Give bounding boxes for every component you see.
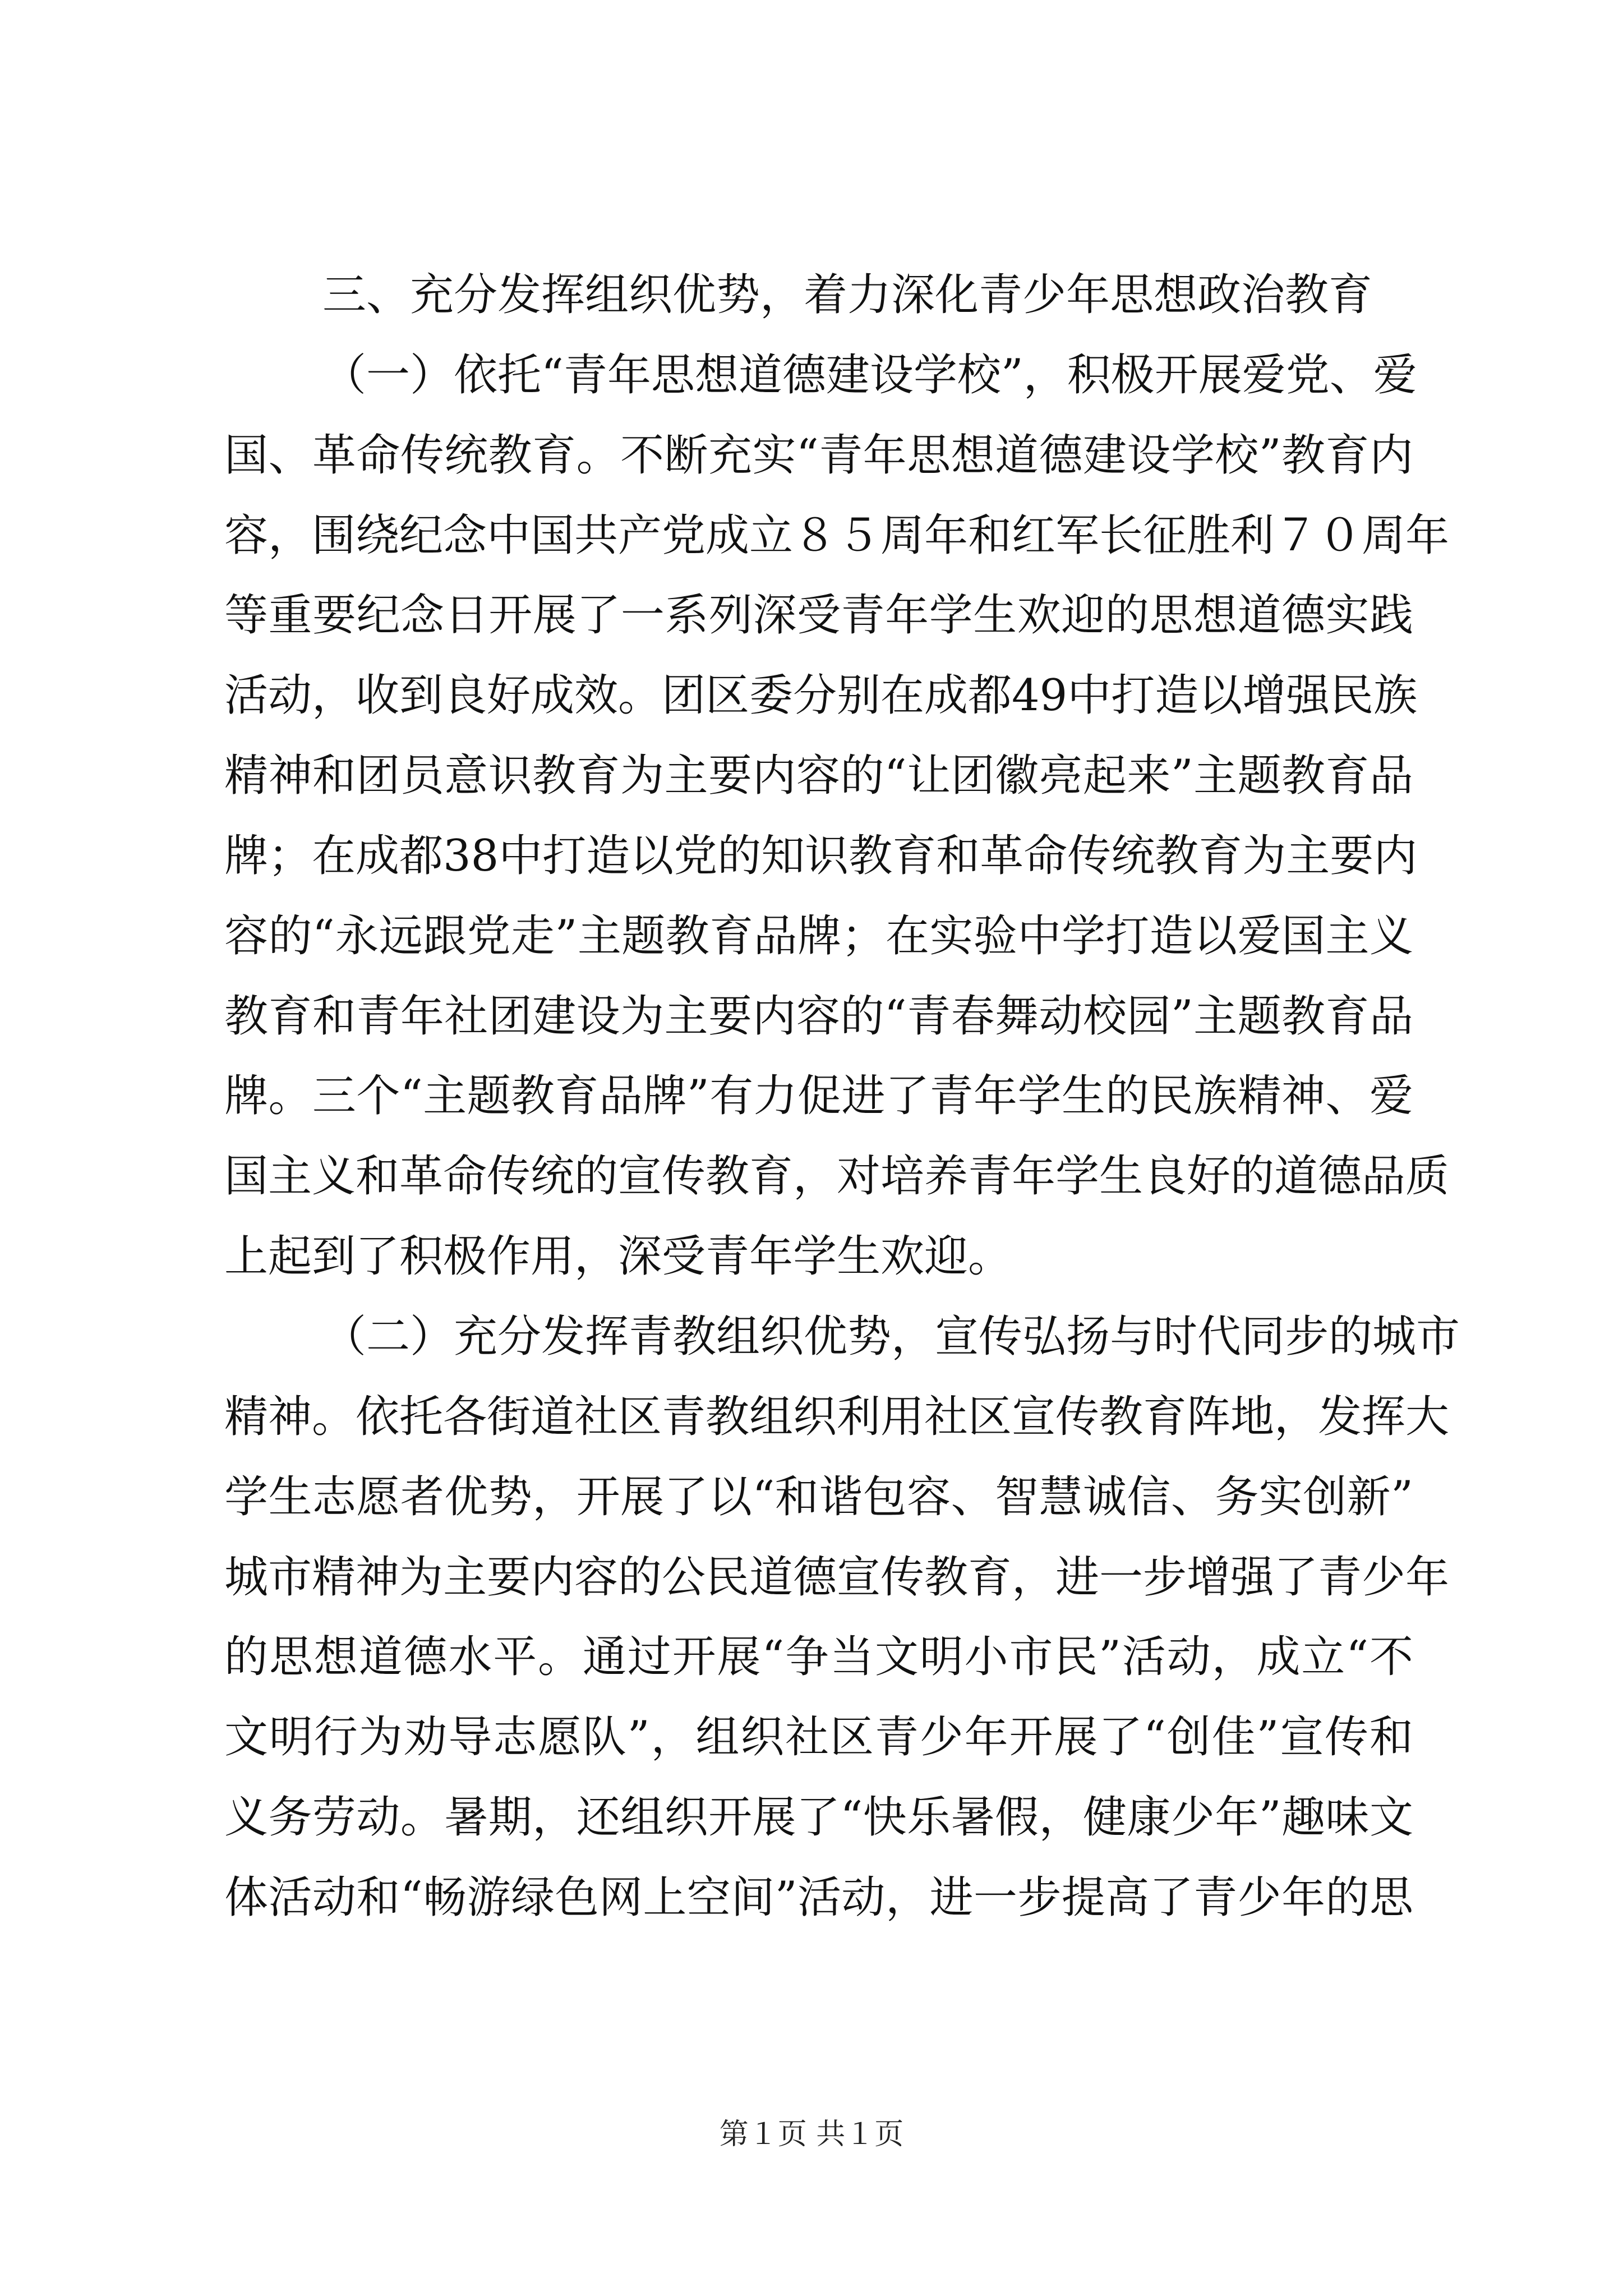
paragraph-1-line-9: 教育和青年社团建设为主要内容的“青春舞动校园”主题教育品 [224,991,1413,1042]
section-heading: 三、充分发挥组织优势，着力深化青少年思想政治教育 [322,270,1373,320]
paragraph-2-line-4: 城市精神为主要内容的公民道德宣传教育，进一步增强了青少年 [224,1552,1450,1603]
paragraph-2-line-3: 学生志愿者优势，开展了以“和谐包容、智慧诚信、务实创新” [224,1472,1413,1522]
paragraph-1-line-1: （一）依托“青年思想道德建设学校”，积极开展爱党、爱 [322,350,1417,401]
paragraph-1-line-12: 上起到了积极作用，深受青年学生欢迎。 [224,1231,1012,1282]
paragraph-1-line-7: 牌；在成都38中打造以党的知识教育和革命传统教育为主要内 [224,831,1418,881]
paragraph-2-line-7: 义务劳动。暑期，还组织开展了“快乐暑假，健康少年”趣味文 [224,1792,1413,1843]
paragraph-1-line-6: 精神和团员意识教育为主要内容的“让团徽亮起来”主题教育品 [224,751,1413,801]
paragraph-1-line-8: 容的“永远跟党走”主题教育品牌；在实验中学打造以爱国主义 [224,911,1413,961]
paragraph-1-line-11: 国主义和革命传统的宣传教育，对培养青年学生良好的道德品质 [224,1151,1450,1202]
paragraph-1-line-4: 等重要纪念日开展了一系列深受青年学生欢迎的思想道德实践 [224,590,1413,641]
paragraph-1-line-5: 活动，收到良好成效。团区委分别在成都49中打造以增强民族 [224,670,1418,721]
page-footer: 第１页 共１页 [719,2118,904,2151]
paragraph-2-line-6: 文明行为劝导志愿队”，组织社区青少年开展了“创佳”宣传和 [224,1712,1413,1763]
paragraph-2-line-1: （二）充分发挥青教组织优势，宣传弘扬与时代同步的城市 [322,1312,1460,1362]
paragraph-2-line-8: 体活动和“畅游绿色网上空间”活动，进一步提高了青少年的思 [224,1872,1413,1923]
paragraph-1-line-10: 牌。三个“主题教育品牌”有力促进了青年学生的民族精神、爱 [224,1071,1413,1121]
paragraph-2-line-5: 的思想道德水平。通过开展“争当文明小市民”活动，成立“不 [224,1632,1413,1682]
paragraph-1-line-3: 容，围绕纪念中国共产党成立８５周年和红军长征胜利７０周年 [224,510,1450,561]
paragraph-1-line-2: 国、革命传统教育。不断充实“青年思想道德建设学校”教育内 [224,430,1413,481]
paragraph-2-line-2: 精神。依托各街道社区青教组织利用社区宣传教育阵地，发挥大 [224,1392,1450,1442]
